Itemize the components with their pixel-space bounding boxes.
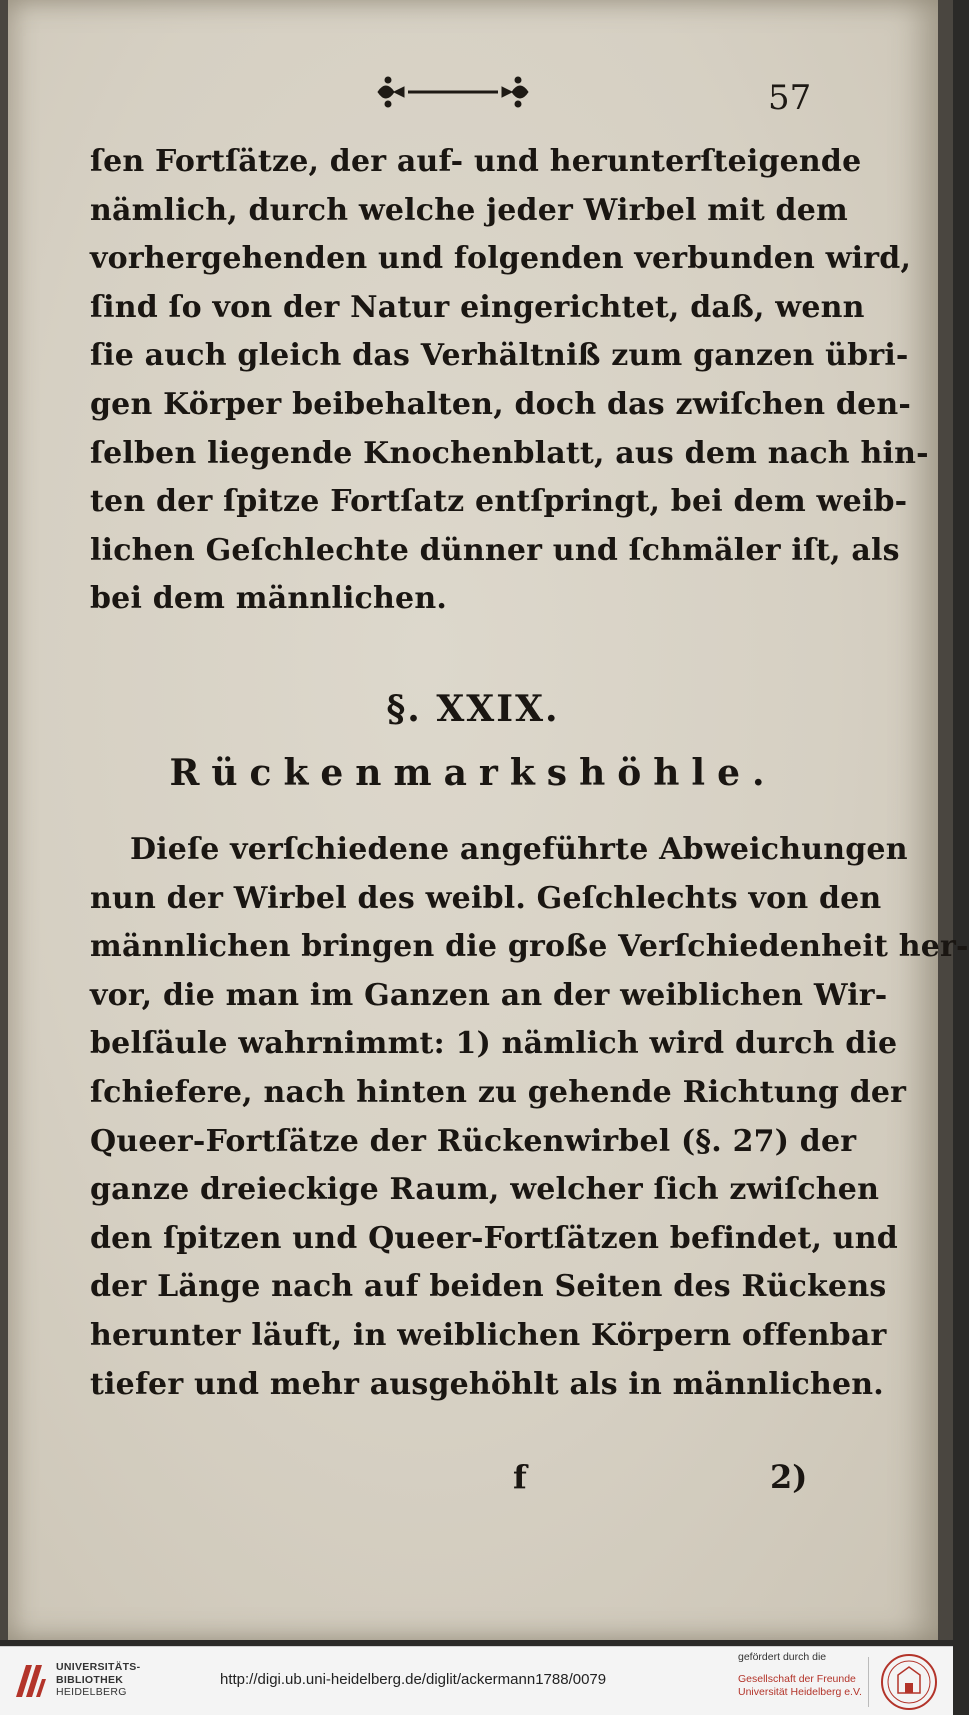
page-number: 57 <box>768 78 812 118</box>
library-name <box>56 1661 140 1699</box>
text-line: Dieſe verſchiedene angeführte Abweichungen <box>130 832 908 867</box>
paragraph-2 <box>90 826 969 1409</box>
text-line: ſen Fortſätze, der auf- und herunterſteigende <box>90 144 862 179</box>
permalink-url[interactable]: http://digi.ub.uni-heidelberg.de/diglit/ackermann1788/0079 <box>220 1671 607 1688</box>
catchword: 2) <box>770 1458 808 1496</box>
book-page <box>8 0 969 1640</box>
library-name-line: HEIDELBERG <box>56 1686 127 1698</box>
text-line: den ſpitzen und Queer-Fortſätzen befindet, und <box>90 1220 898 1256</box>
sponsor-name <box>738 1673 862 1699</box>
university-library-logo-icon <box>12 1661 50 1701</box>
text-line: ten der ſpitze Fortſatz entſpringt, bei dem weib- <box>90 484 908 520</box>
text-line: ſelben liegende Knochenblatt, aus dem nach hin- <box>90 435 929 471</box>
sponsor-name-line: Universität Heidelberg e.V. <box>738 1686 862 1698</box>
library-name-line: UNIVERSITÄTS- <box>56 1661 141 1673</box>
paragraph-1 <box>90 138 929 624</box>
text-line: Queer-Fortſätze der Rückenwirbel (§. 27) der <box>90 1123 857 1159</box>
text-line: ſie auch gleich das Verhältniß zum ganzen übri- <box>90 338 909 374</box>
text-line: der Länge nach auf beiden Seiten des Rückens <box>90 1269 887 1305</box>
library-name-line: BIBLIOTHEK <box>56 1673 124 1686</box>
text-line: tiefer und mehr ausgehöhlt als in männlichen. <box>90 1366 884 1402</box>
text-line: vorhergehenden und folgenden verbunden wird, <box>90 241 912 277</box>
text-line: herunter läuft, in weiblichen Körpern offenbar <box>90 1317 887 1353</box>
text-line: nämlich, durch welche jeder Wirbel mit dem <box>90 192 848 228</box>
text-line: gen Körper beibehalten, doch das zwiſchen den- <box>90 386 912 422</box>
text-line: bei dem männlichen. <box>90 581 447 617</box>
library-banner <box>0 1646 953 1715</box>
society-seal-icon <box>880 1653 938 1711</box>
text-line: ganze dreieckige Raum, welcher ſich zwiſchen <box>90 1172 880 1208</box>
ornament-icon <box>368 72 538 112</box>
text-line: belſäule wahrnimmt: 1) nämlich wird durch die <box>90 1026 898 1062</box>
text-line: lichen Geſchlechte dünner und ſchmäler iſt, als <box>90 532 900 568</box>
signature-mark: f <box>513 1458 527 1496</box>
text-line: ſind ſo von der Natur eingerichtet, daß, wenn <box>90 289 865 325</box>
text-line: männlichen bringen die große Verſchiedenheit her- <box>90 929 969 965</box>
section-number: §. XXIX. <box>386 688 560 730</box>
text-line: vor, die man im Ganzen an der weiblichen Wir- <box>90 977 888 1013</box>
banner-divider <box>868 1657 869 1707</box>
text-line: ſchiefere, nach hinten zu gehende Richtung der <box>90 1074 907 1110</box>
sponsor-label: gefördert durch die <box>738 1651 827 1663</box>
text-line: nun der Wirbel des weibl. Geſchlechts von den <box>90 880 882 916</box>
sponsor-name-line: Gesellschaft der Freunde <box>738 1673 856 1685</box>
section-title: Rückenmarkshöhle. <box>169 752 777 794</box>
